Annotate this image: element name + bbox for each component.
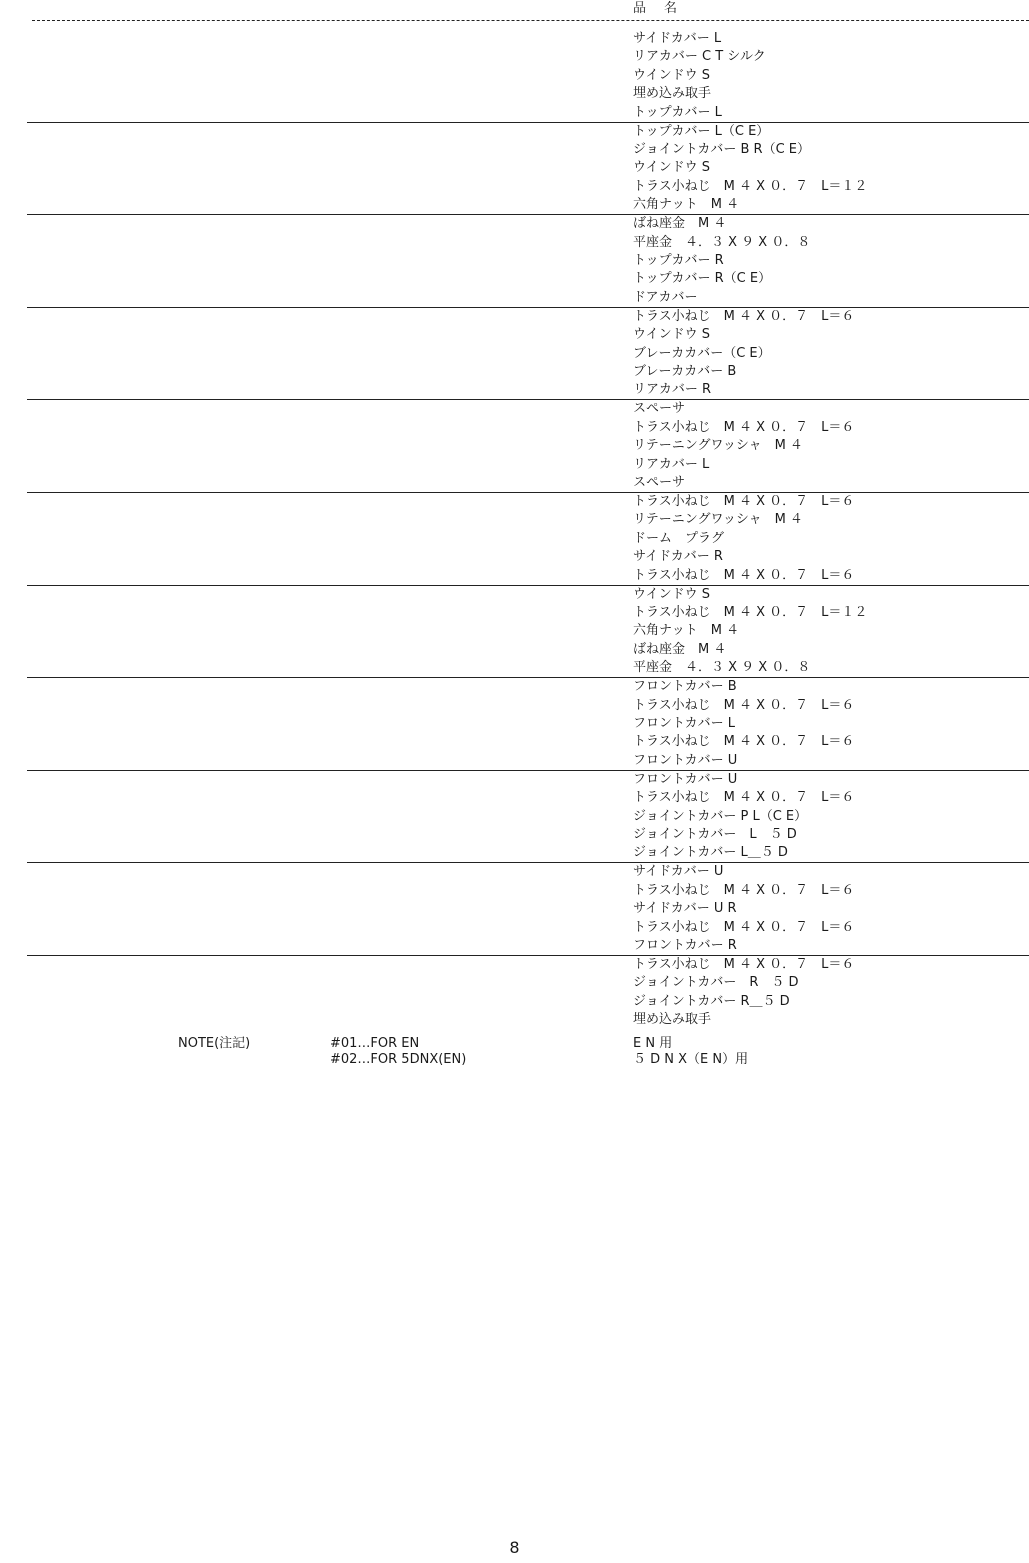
part-name: ウインドウ S	[633, 160, 710, 176]
part-name: 埋め込み取手	[633, 86, 712, 102]
part-name: ばね座金 M ４	[633, 641, 727, 657]
part-name: フロントカバー L	[633, 716, 735, 731]
part-name: トラス小ねじ M ４ X ０．７ L＝６	[633, 882, 855, 898]
part-name: トップカバー R	[633, 253, 724, 268]
part-name: トラス小ねじ M ４ X ０．７ L＝１２	[633, 605, 868, 620]
part-name: 六角ナット M ４	[633, 623, 740, 639]
part-name: 六角ナット M ４	[633, 197, 740, 213]
part-name: サイドカバー U R	[633, 901, 737, 917]
part-name: ジョイントカバー R ５ D	[633, 975, 799, 991]
part-name: トラス小ねじ M ４ X ０．７ L＝６	[633, 567, 855, 583]
part-name: スペーサ	[633, 401, 686, 417]
part-name: リアカバー C T シルク	[633, 49, 766, 65]
group-divider	[27, 307, 1029, 308]
part-name: リテーニングワッシャ M ４	[633, 438, 803, 454]
part-name: トラス小ねじ M ４ X ０．７ L＝６	[633, 919, 855, 935]
group-divider	[27, 399, 1029, 400]
group-divider	[27, 492, 1029, 493]
note-code: #01…FOR EN	[330, 1036, 420, 1051]
part-name: リアカバー L	[633, 456, 710, 472]
header-dashed-divider	[32, 20, 1029, 21]
part-name: トラス小ねじ M ４ X ０．７ L＝６	[633, 494, 855, 509]
column-header: 品名	[633, 1, 696, 16]
part-name: トラス小ねじ M ４ X ０．７ L＝６	[633, 419, 855, 435]
part-name: トラス小ねじ M ４ X ０．７ L＝１２	[633, 178, 868, 194]
part-name: スペーサ	[633, 475, 686, 490]
part-name: ジョイントカバー R＿５ D	[633, 993, 790, 1009]
part-name: トップカバー L	[633, 104, 722, 120]
part-name: ブレーカカバー（C E）	[633, 345, 771, 361]
group-divider	[27, 677, 1029, 678]
part-name: ドアカバー	[633, 289, 698, 305]
part-name: フロントカバー U	[633, 752, 738, 768]
note-code: #02…FOR 5DNX(EN)	[330, 1052, 467, 1067]
group-divider	[27, 955, 1029, 956]
part-name: ウインドウ S	[633, 67, 710, 83]
part-name: 平座金 ４．３ X ９ X ０．８	[633, 660, 811, 676]
part-name: リアカバー R	[633, 382, 712, 398]
part-name: ブレーカカバー B	[633, 364, 737, 379]
part-name: サイドカバー R	[633, 549, 723, 565]
part-name: トラス小ねじ M ４ X ０．７ L＝６	[633, 308, 855, 324]
part-name: フロントカバー B	[633, 679, 737, 695]
part-name: ジョイントカバー L ５ D	[633, 827, 797, 842]
part-name: トップカバー R（C E）	[633, 271, 772, 287]
part-name: トラス小ねじ M ４ X ０．７ L＝６	[633, 734, 855, 750]
group-divider	[27, 770, 1029, 771]
part-name: ウインドウ S	[633, 327, 710, 343]
part-name: リテーニングワッシャ M ４	[633, 512, 803, 528]
notes-label: NOTE(注記)	[178, 1036, 251, 1051]
part-name: ウインドウ S	[633, 586, 710, 602]
part-name: トラス小ねじ M ４ X ０．７ L＝６	[633, 957, 855, 972]
part-name: ばね座金 M ４	[633, 216, 727, 232]
part-name: ジョイントカバー L＿５ D	[633, 845, 788, 861]
part-name: ドーム プラグ	[633, 530, 725, 546]
part-name: トラス小ねじ M ４ X ０．７ L＝６	[633, 697, 855, 713]
part-name: ジョイントカバー B R（C E）	[633, 142, 810, 157]
part-name: ジョイントカバー P L（C E）	[633, 808, 808, 824]
part-name: サイドカバー U	[633, 864, 724, 880]
group-divider	[27, 585, 1029, 586]
note-description: E N 用	[633, 1036, 673, 1051]
group-divider	[27, 862, 1029, 863]
page-number: 8	[509, 1538, 520, 1557]
group-divider	[27, 122, 1029, 123]
part-name: トップカバー L（C E）	[633, 123, 770, 139]
part-name: フロントカバー R	[633, 938, 737, 953]
note-description: ５ D N X（E N）用	[633, 1052, 749, 1067]
part-name: トラス小ねじ M ４ X ０．７ L＝６	[633, 790, 855, 806]
part-name: サイドカバー L	[633, 31, 722, 46]
part-name: フロントカバー U	[633, 771, 738, 787]
part-name: 埋め込み取手	[633, 1012, 712, 1028]
part-name: 平座金 ４．３ X ９ X ０．８	[633, 234, 811, 250]
group-divider	[27, 214, 1029, 215]
